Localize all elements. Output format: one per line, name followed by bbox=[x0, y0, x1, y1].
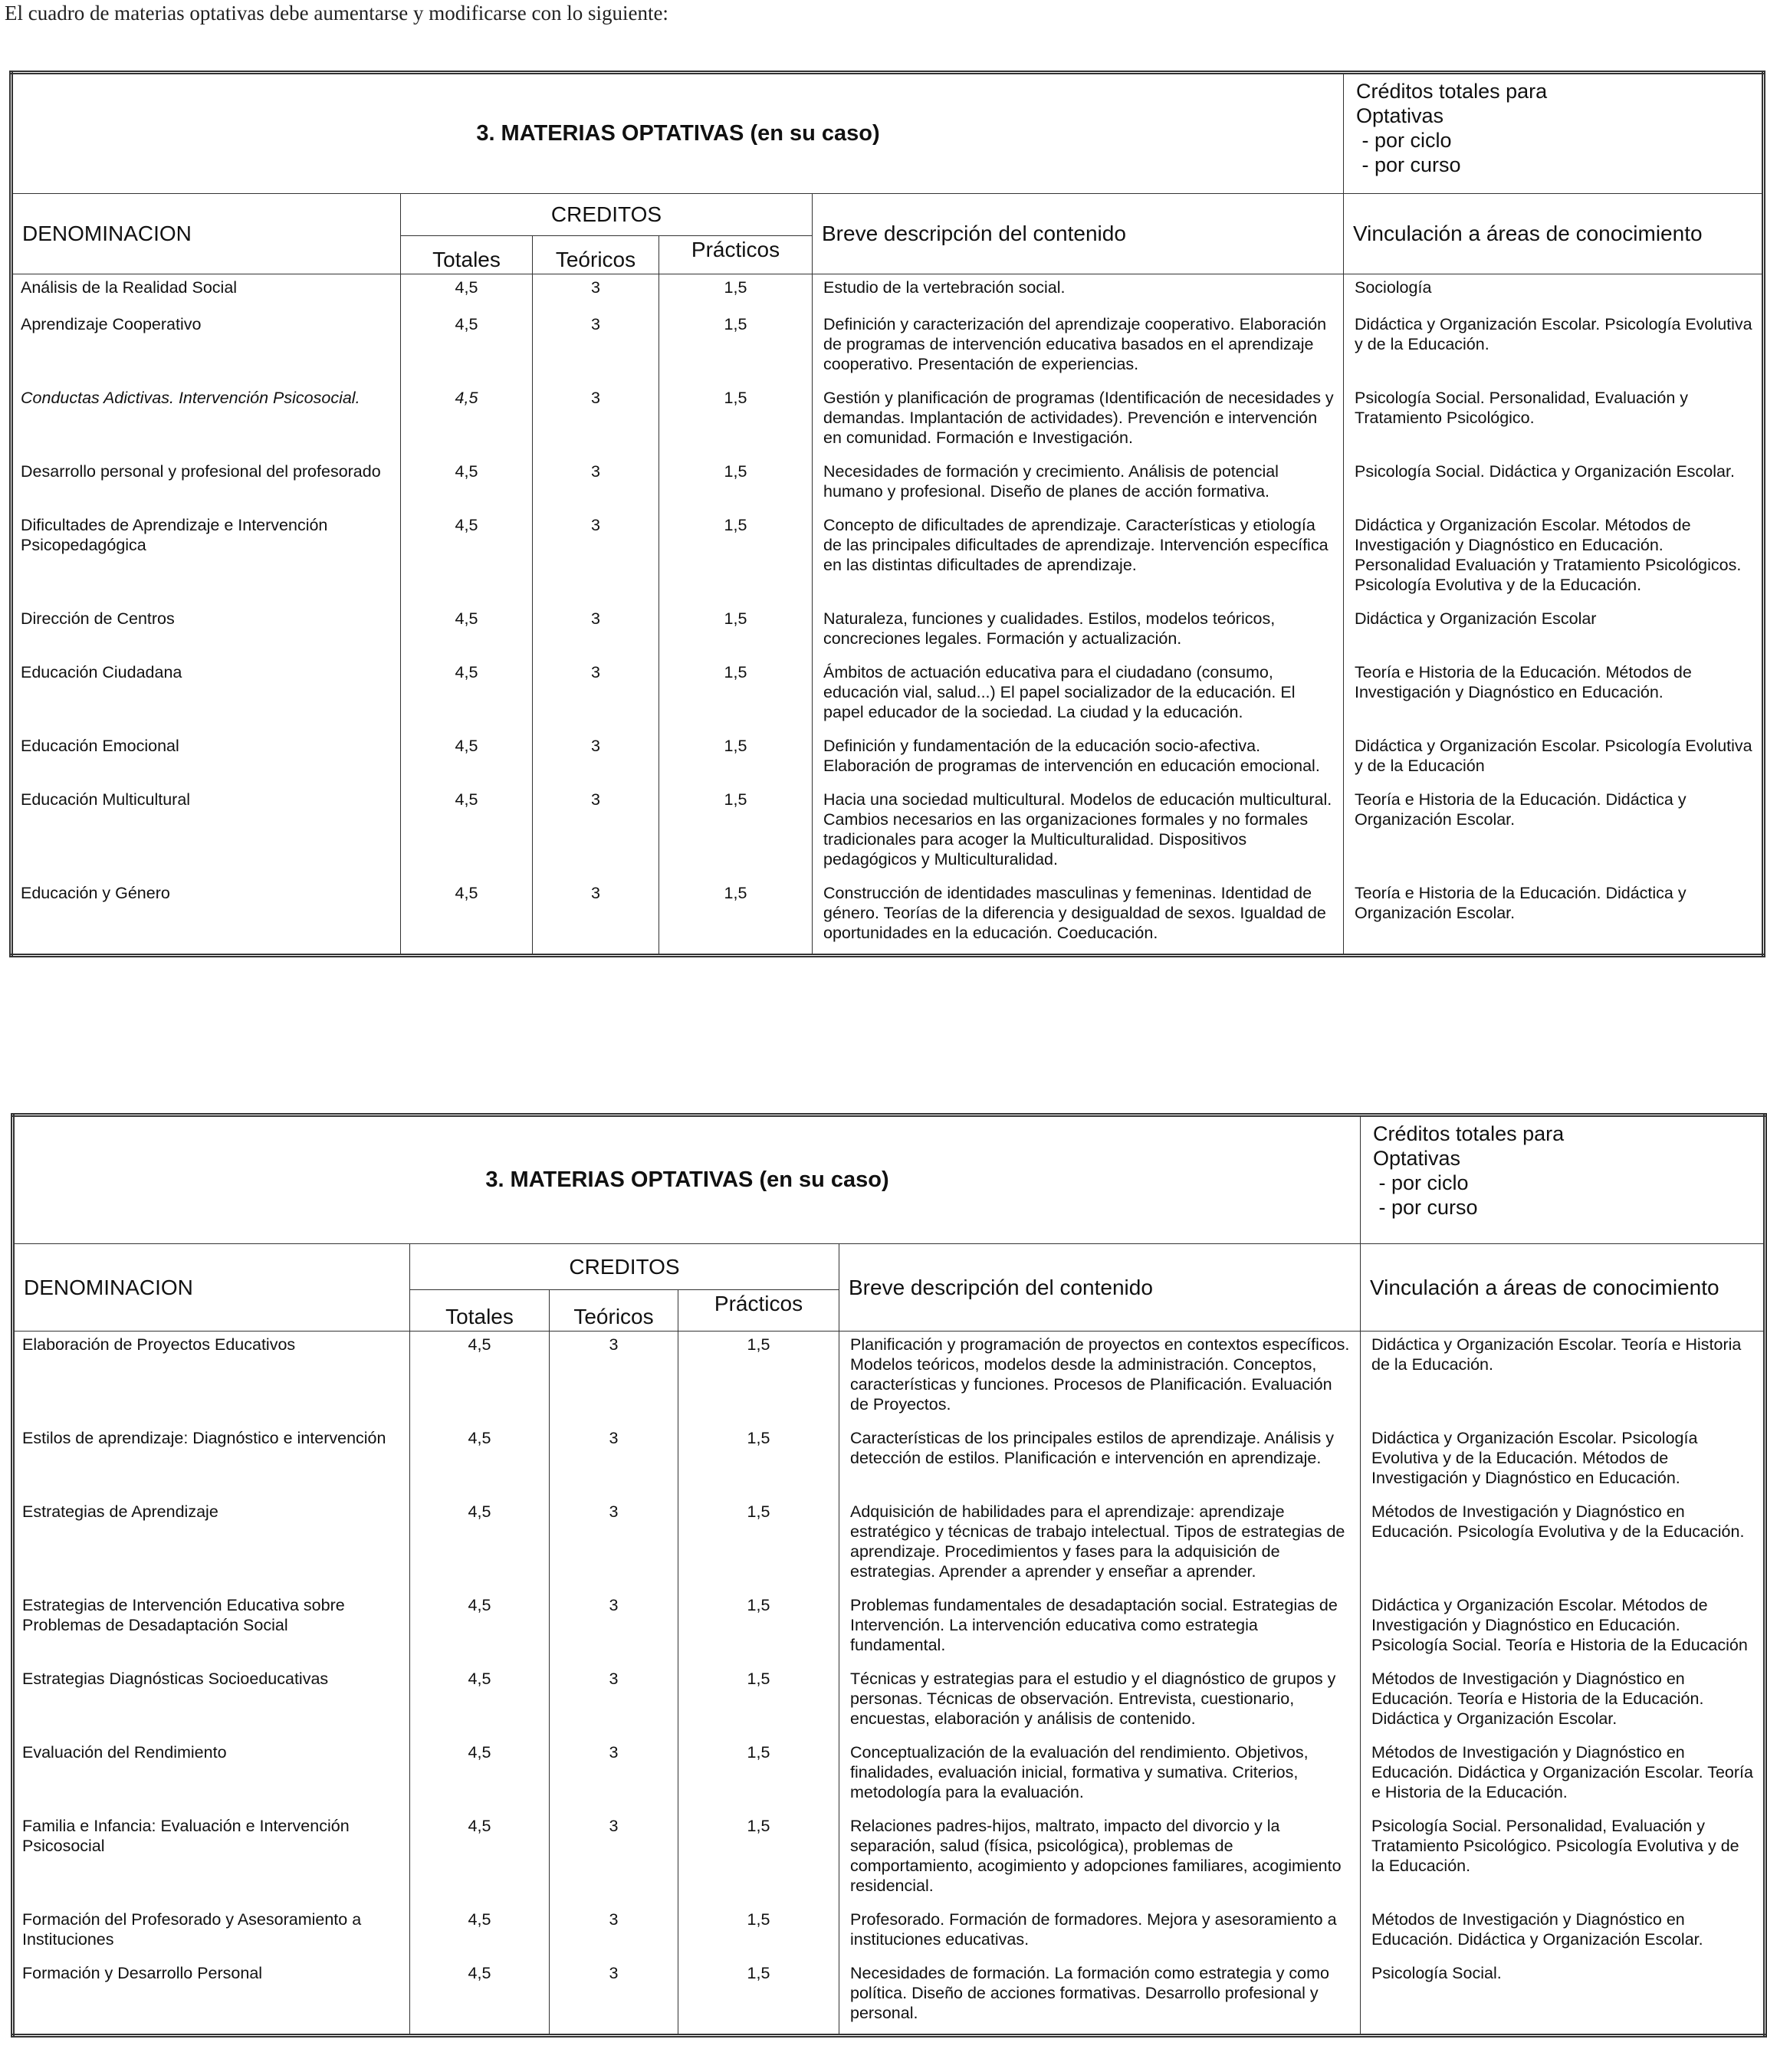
table-row bbox=[13, 1739, 1765, 1813]
totales-header: Totales bbox=[401, 236, 533, 274]
table-row bbox=[13, 1960, 1765, 2036]
totales-cell: 4,5 bbox=[401, 458, 533, 512]
table-title: 3. MATERIAS OPTATIVAS (en su caso) bbox=[11, 73, 1344, 194]
denominacion-cell: Dificultades de Aprendizaje e Intervención Psicopedagógica bbox=[11, 512, 401, 606]
denominacion-cell: Estrategias Diagnósticas Socioeducativas bbox=[13, 1666, 410, 1739]
teoricos-cell: 3 bbox=[533, 733, 659, 786]
teoricos-cell: 3 bbox=[533, 458, 659, 512]
totales-cell: 4,5 bbox=[401, 606, 533, 659]
descripcion-cell: Naturaleza, funciones y cualidades. Estilos, modelos teóricos, concreciones legales. Formación y actualización. bbox=[813, 606, 1344, 659]
practicos-cell: 1,5 bbox=[659, 274, 813, 311]
descripcion-cell: Gestión y planificación de programas (Identificación de necesidades y demandas. Implantación de actividades). Prevención e intervención en comunidad. Formación e Investigación. bbox=[813, 385, 1344, 458]
intro-text: El cuadro de materias optativas debe aumentarse y modificarse con lo siguiente: bbox=[5, 2, 668, 25]
vinculacion-cell: Didáctica y Organización Escolar. Psicología Evolutiva y de la Educación. Métodos de Investigación y Diagnóstico en Educación. bbox=[1361, 1425, 1765, 1499]
vinculacion-cell: Didáctica y Organización Escolar. Teoría e Historia de la Educación. bbox=[1361, 1332, 1765, 1426]
descripcion-header: Breve descripción del contenido bbox=[839, 1244, 1361, 1332]
vinculacion-cell: Métodos de Investigación y Diagnóstico en Educación. Didáctica y Organización Escolar. Teoría e Historia de la Educación. bbox=[1361, 1739, 1765, 1813]
descripcion-cell: Necesidades de formación y crecimiento. Análisis de potencial humano y profesional. Diseño de planes de acción formativa. bbox=[813, 458, 1344, 512]
practicos-cell: 1,5 bbox=[659, 606, 813, 659]
creditos-totales-line: - por curso bbox=[1356, 153, 1461, 176]
descripcion-cell: Definición y fundamentación de la educación socio-afectiva. Elaboración de programas de intervención en educación emocional. bbox=[813, 733, 1344, 786]
descripcion-cell: Ámbitos de actuación educativa para el ciudadano (consumo, educación vial, salud...) El papel socializador de la educación. El papel educador de la sociedad. La ciudad y la educación. bbox=[813, 659, 1344, 733]
vinculacion-cell: Didáctica y Organización Escolar. Métodos de Investigación y Diagnóstico en Educación. Psicología Social. Teoría e Historia de la Educación bbox=[1361, 1592, 1765, 1666]
denominacion-cell: Dirección de Centros bbox=[11, 606, 401, 659]
denominacion-cell: Evaluación del Rendimiento bbox=[13, 1739, 410, 1813]
denominacion-cell: Formación y Desarrollo Personal bbox=[13, 1960, 410, 2036]
practicos-cell: 1,5 bbox=[678, 1592, 839, 1666]
table-row bbox=[11, 786, 1764, 880]
table-row bbox=[13, 1666, 1765, 1739]
totales-cell: 4,5 bbox=[410, 1499, 550, 1592]
denominacion-cell: Educación Ciudadana bbox=[11, 659, 401, 733]
totales-cell: 4,5 bbox=[410, 1960, 550, 2036]
creditos-totales-line: - por ciclo bbox=[1356, 129, 1452, 152]
teoricos-cell: 3 bbox=[533, 311, 659, 385]
denominacion-header: DENOMINACION bbox=[11, 194, 401, 274]
table-row bbox=[13, 1592, 1765, 1666]
totales-cell: 4,5 bbox=[410, 1332, 550, 1426]
denominacion-cell: Formación del Profesorado y Asesoramiento a Instituciones bbox=[13, 1906, 410, 1960]
creditos-totales-line: Optativas bbox=[1373, 1147, 1461, 1170]
teoricos-cell: 3 bbox=[550, 1906, 678, 1960]
teoricos-cell: 3 bbox=[550, 1960, 678, 2036]
descripcion-cell: Problemas fundamentales de desadaptación social. Estrategias de Intervención. La intervención educativa como estrategia fundamental. bbox=[839, 1592, 1361, 1666]
practicos-cell: 1,5 bbox=[659, 385, 813, 458]
teoricos-cell: 3 bbox=[533, 659, 659, 733]
teoricos-cell: 3 bbox=[533, 606, 659, 659]
practicos-cell: 1,5 bbox=[678, 1666, 839, 1739]
totales-cell: 4,5 bbox=[401, 512, 533, 606]
denominacion-cell: Análisis de la Realidad Social bbox=[11, 274, 401, 311]
practicos-cell: 1,5 bbox=[678, 1813, 839, 1906]
table-row bbox=[11, 385, 1764, 458]
materias-optativas-table-1 bbox=[9, 71, 1765, 957]
practicos-cell: 1,5 bbox=[659, 733, 813, 786]
descripcion-cell: Conceptualización de la evaluación del rendimiento. Objetivos, finalidades, evaluación inicial, formativa y sumativa. Criterios, metodología para la evaluación. bbox=[839, 1739, 1361, 1813]
totales-cell: 4,5 bbox=[410, 1739, 550, 1813]
practicos-cell: 1,5 bbox=[659, 659, 813, 733]
materias-optativas-table-2 bbox=[11, 1113, 1767, 2038]
descripcion-cell: Concepto de dificultades de aprendizaje. Características y etiología de las principales dificultades de aprendizaje. Intervención específica en las distintas dificultades de aprendizaje. bbox=[813, 512, 1344, 606]
teoricos-cell: 3 bbox=[533, 880, 659, 956]
descripcion-cell: Construcción de identidades masculinas y femeninas. Identidad de género. Teorías de la diferencia y desigualdad de sexos. Igualdad de oportunidades en la educación. Coeducación. bbox=[813, 880, 1344, 956]
vinculacion-cell: Psicología Social. Personalidad, Evaluación y Tratamiento Psicológico. bbox=[1344, 385, 1764, 458]
practicos-cell: 1,5 bbox=[659, 311, 813, 385]
practicos-cell: 1,5 bbox=[659, 458, 813, 512]
vinculacion-cell: Métodos de Investigación y Diagnóstico en Educación. Psicología Evolutiva y de la Educación. bbox=[1361, 1499, 1765, 1592]
denominacion-cell: Estrategias de Aprendizaje bbox=[13, 1499, 410, 1592]
denominacion-cell: Conductas Adictivas. Intervención Psicosocial. bbox=[11, 385, 401, 458]
table-row bbox=[11, 606, 1764, 659]
denominacion-cell: Estilos de aprendizaje: Diagnóstico e intervención bbox=[13, 1425, 410, 1499]
totales-cell: 4,5 bbox=[401, 733, 533, 786]
vinculacion-cell: Sociología bbox=[1344, 274, 1764, 311]
vinculacion-cell: Teoría e Historia de la Educación. Didáctica y Organización Escolar. bbox=[1344, 880, 1764, 956]
totales-cell: 4,5 bbox=[410, 1592, 550, 1666]
table-row bbox=[11, 880, 1764, 956]
practicos-cell: 1,5 bbox=[678, 1960, 839, 2036]
denominacion-cell: Educación Multicultural bbox=[11, 786, 401, 880]
denominacion-cell: Educación Emocional bbox=[11, 733, 401, 786]
denominacion-cell: Desarrollo personal y profesional del profesorado bbox=[11, 458, 401, 512]
table-row bbox=[13, 1813, 1765, 1906]
table-row bbox=[13, 1906, 1765, 1960]
totales-cell: 4,5 bbox=[401, 880, 533, 956]
totales-cell: 4,5 bbox=[410, 1813, 550, 1906]
descripcion-cell: Estudio de la vertebración social. bbox=[813, 274, 1344, 311]
creditos-totales-line: Créditos totales para bbox=[1356, 80, 1548, 103]
practicos-cell: 1,5 bbox=[678, 1425, 839, 1499]
teoricos-cell: 3 bbox=[533, 385, 659, 458]
vinculacion-cell: Psicología Social. Personalidad, Evaluación y Tratamiento Psicológico. Psicología Evolutiva y de la Educación. bbox=[1361, 1813, 1765, 1906]
denominacion-cell: Educación y Género bbox=[11, 880, 401, 956]
table-row bbox=[13, 1425, 1765, 1499]
table-row bbox=[11, 311, 1764, 385]
table-row bbox=[11, 733, 1764, 786]
descripcion-cell: Planificación y programación de proyectos en contextos específicos. Modelos teóricos, modelos desde la administración. Conceptos, características y funciones. Procesos de Planificación. Evaluación de Proyectos. bbox=[839, 1332, 1361, 1426]
table-row bbox=[11, 274, 1764, 311]
vinculacion-cell: Psicología Social. Didáctica y Organización Escolar. bbox=[1344, 458, 1764, 512]
teoricos-cell: 3 bbox=[550, 1332, 678, 1426]
teoricos-cell: 3 bbox=[550, 1739, 678, 1813]
teoricos-cell: 3 bbox=[550, 1592, 678, 1666]
vinculacion-cell: Métodos de Investigación y Diagnóstico en Educación. Didáctica y Organización Escolar. bbox=[1361, 1906, 1765, 1960]
descripcion-cell: Hacia una sociedad multicultural. Modelos de educación multicultural. Cambios necesarios en las organizaciones formales y no formales tradicionales para acoger la Multiculturalidad. Dispositivos pedagógicos y Multiculturalidad. bbox=[813, 786, 1344, 880]
creditos-header: CREDITOS bbox=[410, 1244, 839, 1290]
practicos-cell: 1,5 bbox=[678, 1739, 839, 1813]
descripcion-cell: Adquisición de habilidades para el aprendizaje: aprendizaje estratégico y técnicas de trabajo intelectual. Tipos de estrategias de aprendizaje. Procedimientos y fases para la adquisición de estrategias. Aprender a aprender y enseñar a aprender. bbox=[839, 1499, 1361, 1592]
practicos-cell: 1,5 bbox=[659, 512, 813, 606]
table-row bbox=[11, 512, 1764, 606]
creditos-totales-line: Créditos totales para bbox=[1373, 1122, 1565, 1145]
descripcion-cell: Técnicas y estrategias para el estudio y el diagnóstico de grupos y personas. Técnicas de observación. Entrevista, cuestionario, encuestas, elaboración y análisis de contenido. bbox=[839, 1666, 1361, 1739]
practicos-header: Prácticos bbox=[659, 236, 813, 274]
creditos-totales-line: Optativas bbox=[1356, 104, 1444, 127]
descripcion-cell: Necesidades de formación. La formación como estrategia y como política. Diseño de acciones formativas. Desarrollo profesional y personal. bbox=[839, 1960, 1361, 2036]
creditos-header: CREDITOS bbox=[401, 194, 813, 236]
teoricos-header: Teóricos bbox=[550, 1290, 678, 1332]
teoricos-header: Teóricos bbox=[533, 236, 659, 274]
totales-cell: 4,5 bbox=[401, 274, 533, 311]
practicos-cell: 1,5 bbox=[659, 880, 813, 956]
vinculacion-header: Vinculación a áreas de conocimiento bbox=[1361, 1244, 1765, 1332]
vinculacion-header: Vinculación a áreas de conocimiento bbox=[1344, 194, 1764, 274]
table-row bbox=[13, 1332, 1765, 1426]
vinculacion-cell: Didáctica y Organización Escolar. Psicología Evolutiva y de la Educación. bbox=[1344, 311, 1764, 385]
denominacion-header: DENOMINACION bbox=[13, 1244, 410, 1332]
descripcion-cell: Profesorado. Formación de formadores. Mejora y asesoramiento a instituciones educativas. bbox=[839, 1906, 1361, 1960]
totales-cell: 4,5 bbox=[401, 385, 533, 458]
vinculacion-cell: Teoría e Historia de la Educación. Métodos de Investigación y Diagnóstico en Educación. bbox=[1344, 659, 1764, 733]
creditos-totales-line: - por ciclo bbox=[1373, 1171, 1469, 1194]
table-row bbox=[13, 1499, 1765, 1592]
creditos-totales-cell bbox=[1361, 1115, 1765, 1244]
creditos-totales-line: - por curso bbox=[1373, 1196, 1478, 1219]
totales-cell: 4,5 bbox=[401, 659, 533, 733]
teoricos-cell: 3 bbox=[550, 1499, 678, 1592]
practicos-cell: 1,5 bbox=[678, 1906, 839, 1960]
totales-cell: 4,5 bbox=[410, 1666, 550, 1739]
practicos-cell: 1,5 bbox=[678, 1332, 839, 1426]
vinculacion-cell: Psicología Social. bbox=[1361, 1960, 1765, 2036]
teoricos-cell: 3 bbox=[533, 512, 659, 606]
denominacion-cell: Aprendizaje Cooperativo bbox=[11, 311, 401, 385]
teoricos-cell: 3 bbox=[533, 786, 659, 880]
table-row bbox=[11, 659, 1764, 733]
vinculacion-cell: Teoría e Historia de la Educación. Didáctica y Organización Escolar. bbox=[1344, 786, 1764, 880]
descripcion-cell: Características de los principales estilos de aprendizaje. Análisis y detección de estilos. Planificación e intervención en aprendizaje. bbox=[839, 1425, 1361, 1499]
denominacion-cell: Familia e Infancia: Evaluación e Intervención Psicosocial bbox=[13, 1813, 410, 1906]
descripcion-cell: Definición y caracterización del aprendizaje cooperativo. Elaboración de programas de intervención educativa basados en el aprendizaje cooperativo. Presentación de experiencias. bbox=[813, 311, 1344, 385]
totales-header: Totales bbox=[410, 1290, 550, 1332]
totales-cell: 4,5 bbox=[401, 786, 533, 880]
practicos-cell: 1,5 bbox=[659, 786, 813, 880]
vinculacion-cell: Didáctica y Organización Escolar bbox=[1344, 606, 1764, 659]
teoricos-cell: 3 bbox=[550, 1666, 678, 1739]
vinculacion-cell: Métodos de Investigación y Diagnóstico en Educación. Teoría e Historia de la Educación. Didáctica y Organización Escolar. bbox=[1361, 1666, 1765, 1739]
totales-cell: 4,5 bbox=[410, 1425, 550, 1499]
totales-cell: 4,5 bbox=[401, 311, 533, 385]
descripcion-header: Breve descripción del contenido bbox=[813, 194, 1344, 274]
teoricos-cell: 3 bbox=[550, 1813, 678, 1906]
table-title: 3. MATERIAS OPTATIVAS (en su caso) bbox=[13, 1115, 1361, 1244]
practicos-cell: 1,5 bbox=[678, 1499, 839, 1592]
denominacion-cell: Elaboración de Proyectos Educativos bbox=[13, 1332, 410, 1426]
table-row bbox=[11, 458, 1764, 512]
denominacion-cell: Estrategias de Intervención Educativa sobre Problemas de Desadaptación Social bbox=[13, 1592, 410, 1666]
practicos-header: Prácticos bbox=[678, 1290, 839, 1332]
creditos-totales-cell bbox=[1344, 73, 1764, 194]
vinculacion-cell: Didáctica y Organización Escolar. Psicología Evolutiva y de la Educación bbox=[1344, 733, 1764, 786]
totales-cell: 4,5 bbox=[410, 1906, 550, 1960]
descripcion-cell: Relaciones padres-hijos, maltrato, impacto del divorcio y la separación, salud (física, psicológica), problemas de comportamiento, acogimiento y adopciones familiares, acogimiento residencial. bbox=[839, 1813, 1361, 1906]
vinculacion-cell: Didáctica y Organización Escolar. Métodos de Investigación y Diagnóstico en Educación. Personalidad Evaluación y Tratamiento Psicológicos. Psicología Evolutiva y de la Educación. bbox=[1344, 512, 1764, 606]
teoricos-cell: 3 bbox=[533, 274, 659, 311]
teoricos-cell: 3 bbox=[550, 1425, 678, 1499]
